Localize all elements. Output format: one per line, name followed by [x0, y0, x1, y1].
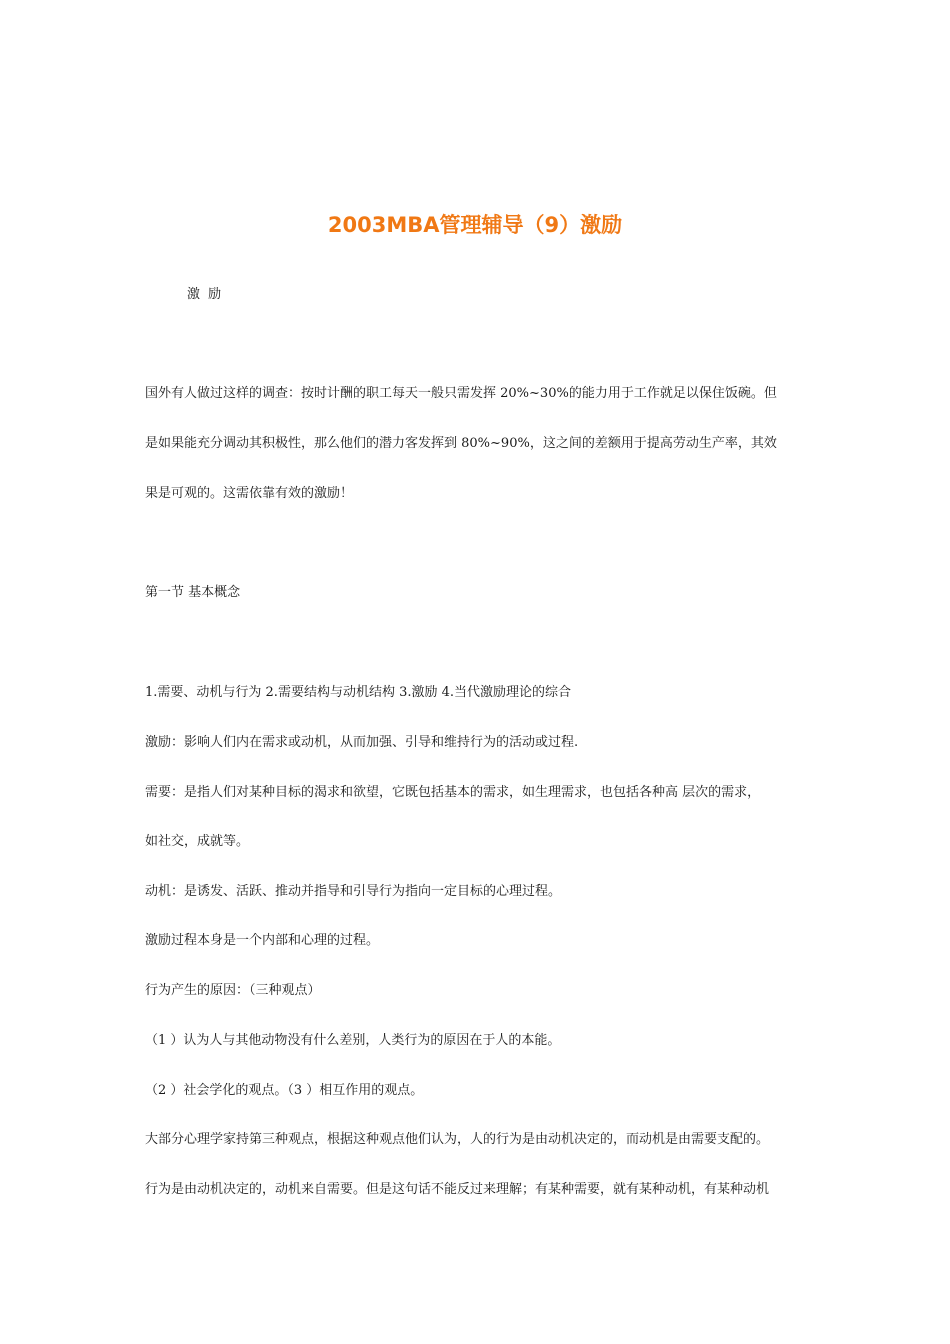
body-line: （1 ）认为人与其他动物没有什么差别，人类行为的原因在于人的本能。	[145, 1033, 561, 1048]
section-heading: 第一节 基本概念	[145, 585, 241, 600]
intro-line: 是如果能充分调动其积极性，那么他们的潜力客发挥到 80%~90%，这之间的差额用于提高劳动生产率，其效	[145, 436, 777, 451]
body-line: 动机：是诱发、活跃、推动并指导和引导行为指向一定目标的心理过程。	[145, 884, 562, 899]
body-line: （2 ）社会学化的观点。（3 ）相互作用的观点。	[145, 1083, 424, 1098]
intro-line: 国外有人做过这样的调查：按时计酬的职工每天一般只需发挥 20%~30%的能力用于工作就足以保住饭碗。但	[145, 386, 777, 401]
body-line: 行为是由动机决定的，动机来自需要。但是这句话不能反过来理解；有某种需要，就有某种动机，有某种动机	[145, 1182, 770, 1197]
subtitle: 激 励	[187, 287, 224, 302]
page-title: 2003MBA管理辅导（9）激励	[327, 213, 623, 237]
body-line: 激励过程本身是一个内部和心理的过程。	[145, 933, 380, 948]
body-line: 需要：是指人们对某种目标的渴求和欲望，它既包括基本的需求，如生理需求，也包括各种高 层次的需求，	[145, 785, 761, 800]
body-line: 大部分心理学家持第三种观点，根据这种观点他们认为，人的行为是由动机决定的，而动机是由需要支配的。	[145, 1132, 770, 1147]
body-line: 1.需要、动机与行为 2.需要结构与动机结构 3.激励 4.当代激励理论的综合	[145, 685, 572, 700]
body-line: 激励：影响人们内在需求或动机，从而加强、引导和维持行为的活动或过程.	[145, 735, 579, 750]
body-line: 如社交，成就等。	[145, 834, 250, 849]
intro-line: 果是可观的。这需依靠有效的激励！	[145, 486, 354, 501]
body-line: 行为产生的原因：（三种观点）	[145, 983, 321, 998]
